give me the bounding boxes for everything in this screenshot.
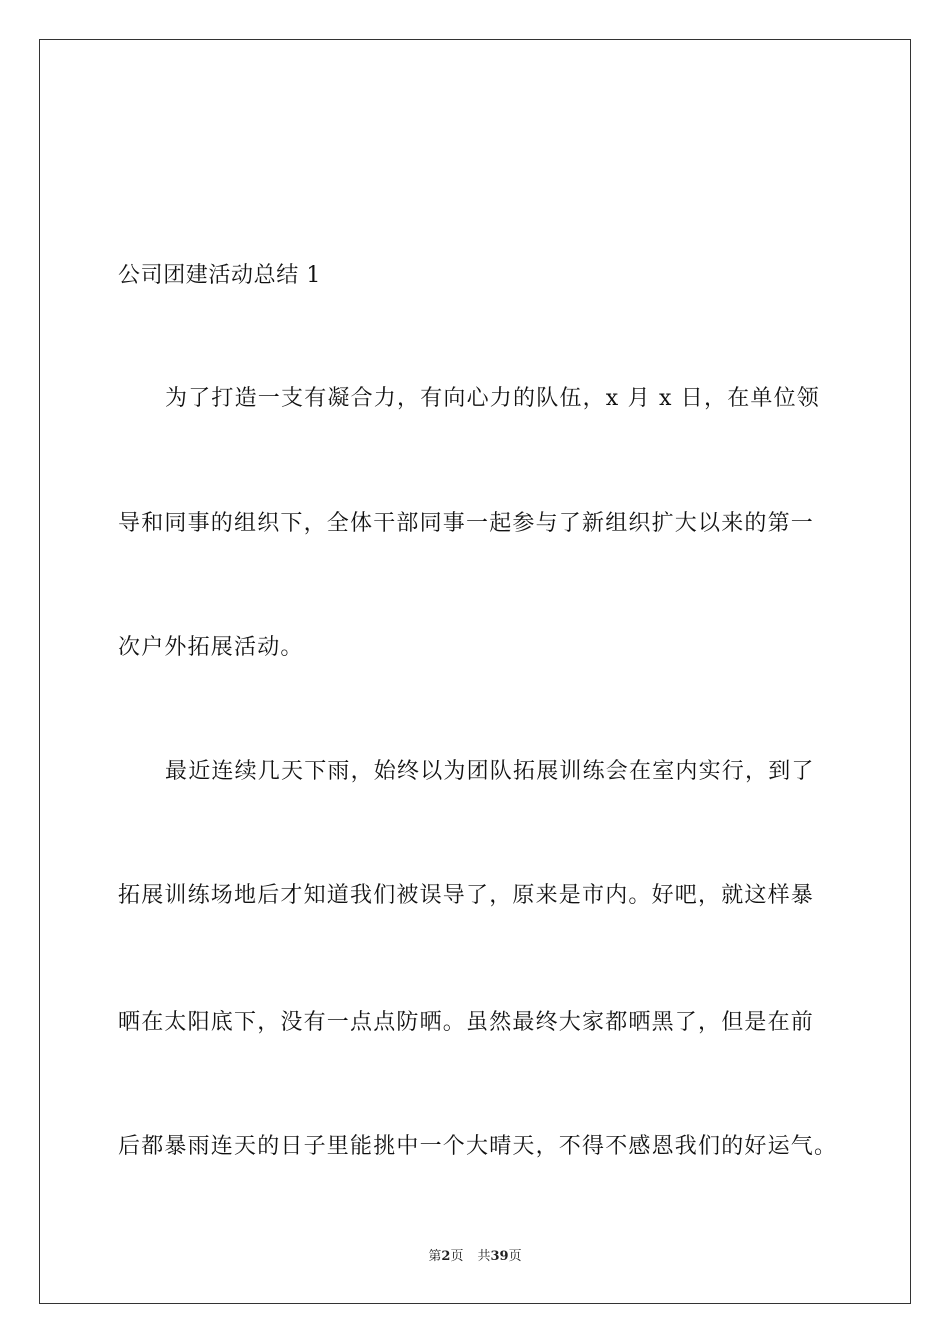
paragraph-1-line-1: 为了打造一支有凝合力，有向心力的队伍，x 月 x 日，在单位领 [165, 386, 820, 411]
page-footer [0, 1248, 950, 1266]
page-prefix: 第 [428, 1249, 442, 1264]
page-suffix: 页 [450, 1249, 464, 1264]
document-title: 公司团建活动总结 1 [118, 263, 321, 288]
paragraph-2-line-2: 拓展训练场地后才知道我们被误导了，原来是市内。好吧，就这样暴 [118, 883, 815, 908]
paragraph-2-line-1: 最近连续几天下雨，始终以为团队拓展训练会在室内实行，到了 [165, 759, 815, 784]
paragraph-1-line-3: 次户外拓展活动。 [118, 635, 304, 660]
page-number: 2 [441, 1249, 451, 1264]
paragraph-2-line-3: 晒在太阳底下，没有一点点防晒。虽然最终大家都晒黑了，但是在前 [118, 1010, 815, 1035]
page-border [39, 39, 911, 1304]
paragraph-1-line-2: 导和同事的组织下，全体干部同事一起参与了新组织扩大以来的第一 [118, 511, 815, 536]
total-prefix: 共 [477, 1249, 491, 1264]
paragraph-2-line-4: 后都暴雨连天的日子里能挑中一个大晴天，不得不感恩我们的好运气。 [118, 1134, 838, 1159]
total-pages: 39 [490, 1249, 509, 1264]
total-suffix: 页 [508, 1249, 522, 1264]
